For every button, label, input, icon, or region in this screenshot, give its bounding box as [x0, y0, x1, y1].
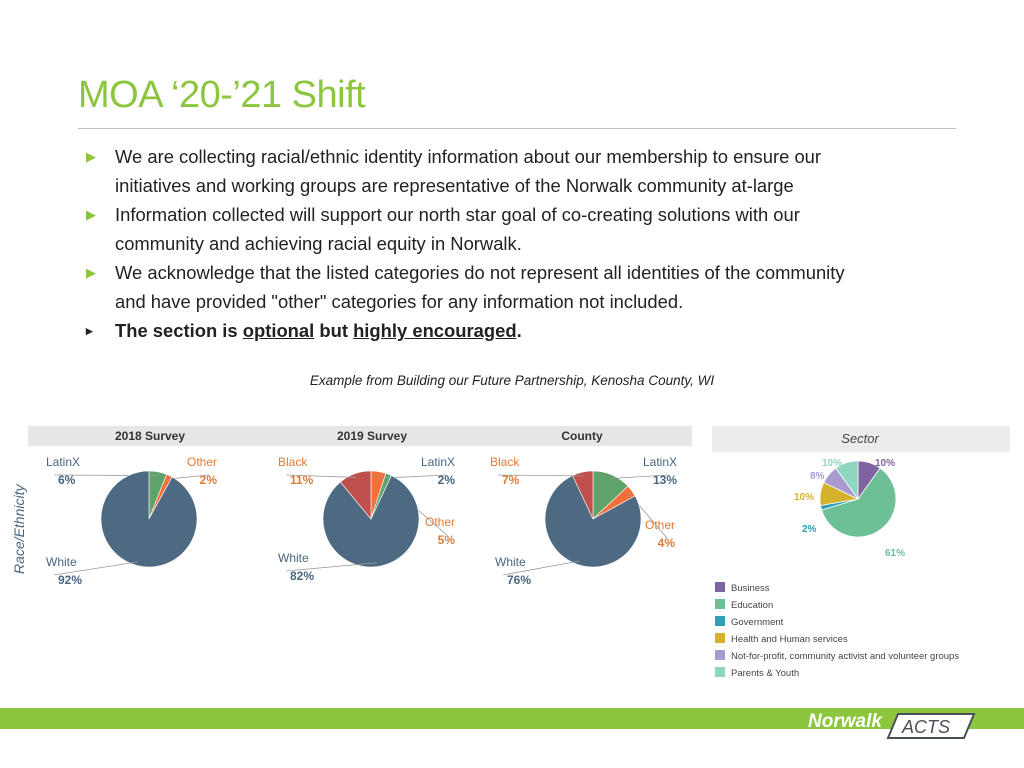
bullet-list: [86, 142, 966, 345]
bullet-item-4: [86, 316, 966, 345]
emphasis-part-1: The section is: [115, 320, 243, 341]
legend-swatch: [715, 582, 725, 592]
title-divider: [78, 128, 956, 129]
norwalk-acts-logo: [806, 706, 976, 740]
chart-title: 2019 Survey: [336, 429, 408, 443]
legend-swatch: [715, 667, 725, 677]
bullet-arrow-icon: ▶: [86, 207, 96, 222]
legend-item-education: Education: [731, 600, 774, 611]
logo-name: Norwalk: [808, 711, 882, 732]
emphasis-part-3: .: [516, 320, 522, 341]
bullet-3-line-2: and have provided "other" categories for any information not included.: [115, 291, 684, 312]
bullet-2-line-2: community and achieving racial equity in Norwalk.: [115, 233, 522, 254]
slice-label-other: Other: [186, 455, 217, 469]
sector-value-government: 2%: [802, 524, 817, 535]
slice-value-latinx: 13%: [652, 473, 677, 487]
legend-item-business: Business: [731, 583, 770, 594]
sector-chart: [710, 424, 1010, 684]
sector-value-business: 10%: [875, 458, 896, 469]
sector-value-education: 61%: [885, 548, 906, 559]
emphasis-optional: optional: [242, 320, 315, 341]
slice-label-other: Other: [424, 515, 455, 529]
pie-chart-2018-survey: [46, 429, 217, 587]
chart-title: County: [561, 429, 603, 443]
legend-swatch: [715, 650, 725, 660]
slice-value-white: 92%: [58, 573, 83, 587]
legend-swatch: [715, 633, 725, 643]
bullet-3-line-1: We acknowledge that the listed categories do not represent all identities of the community: [115, 262, 845, 283]
slice-label-latinx: LatinX: [420, 455, 455, 469]
example-caption: Example from Building our Future Partnership, Kenosha County, WI: [309, 373, 715, 388]
legend-item-not-for-profit-community-activist-and-volunteer-groups: Not-for-profit, community activist and volunteer groups: [731, 651, 960, 662]
bullet-2-line-1: Information collected will support our north star goal of co-creating solutions with our: [115, 204, 800, 225]
slice-label-black: Black: [278, 455, 308, 469]
emphasis-part-2: but: [314, 320, 354, 341]
legend-swatch: [715, 599, 725, 609]
pie-chart-2019-survey: [278, 429, 455, 583]
slice-value-latinx: 6%: [58, 473, 76, 487]
slice-value-black: 11%: [290, 473, 314, 487]
slice-value-white: 76%: [507, 573, 532, 587]
legend-swatch: [715, 616, 725, 626]
bullet-arrow-icon: ▶: [86, 265, 96, 280]
slide-title: MOA ‘20-’21 Shift: [78, 74, 366, 116]
slice-label-white: White: [46, 555, 77, 569]
slice-value-other: 4%: [657, 536, 675, 550]
bullet-item-2: [86, 200, 966, 258]
bullet-arrow-icon: ▶: [86, 149, 96, 164]
slice-value-other: 5%: [437, 533, 455, 547]
pie-chart-county: [490, 429, 677, 587]
slice-value-other: 2%: [199, 473, 217, 487]
slice-value-black: 7%: [502, 473, 520, 487]
bullet-1-line-1: We are collecting racial/ethnic identity information about our membership to ensure our: [115, 146, 822, 167]
sector-chart-title: Sector: [841, 431, 879, 446]
chart-title: 2018 Survey: [114, 429, 186, 443]
sector-value-parents-youth: 10%: [822, 458, 843, 469]
slice-value-white: 82%: [290, 569, 315, 583]
slice-label-other: Other: [644, 518, 675, 532]
legend-item-parents-youth: Parents & Youth: [731, 668, 800, 679]
bullet-1-line-2: initiatives and working groups are representative of the Norwalk community at-large: [115, 175, 794, 196]
bullet-item-3: [86, 258, 966, 316]
sector-value-health-and-human-services: 10%: [794, 492, 815, 503]
slice-label-latinx: LatinX: [46, 455, 81, 469]
emphasis-highly-encouraged: highly encouraged: [353, 320, 517, 341]
slice-label-white: White: [278, 551, 309, 565]
race-ethnicity-charts: [10, 424, 694, 594]
race-axis-label: Race/Ethnicity: [11, 484, 27, 574]
slice-label-latinx: LatinX: [642, 455, 677, 469]
legend-item-health-and-human-services: Health and Human services: [731, 634, 848, 645]
slice-label-white: White: [495, 555, 526, 569]
bullet-arrow-icon: ▸: [86, 323, 93, 338]
sector-value-not-for-profit-community-activist-and-volunteer-groups: 8%: [810, 471, 825, 482]
slice-label-black: Black: [490, 455, 520, 469]
legend-item-government: Government: [731, 617, 784, 628]
pie-slice-white: [101, 471, 197, 567]
slice-value-latinx: 2%: [437, 473, 455, 487]
bullet-item-1: [86, 142, 966, 200]
logo-sub: ACTS: [902, 717, 951, 737]
